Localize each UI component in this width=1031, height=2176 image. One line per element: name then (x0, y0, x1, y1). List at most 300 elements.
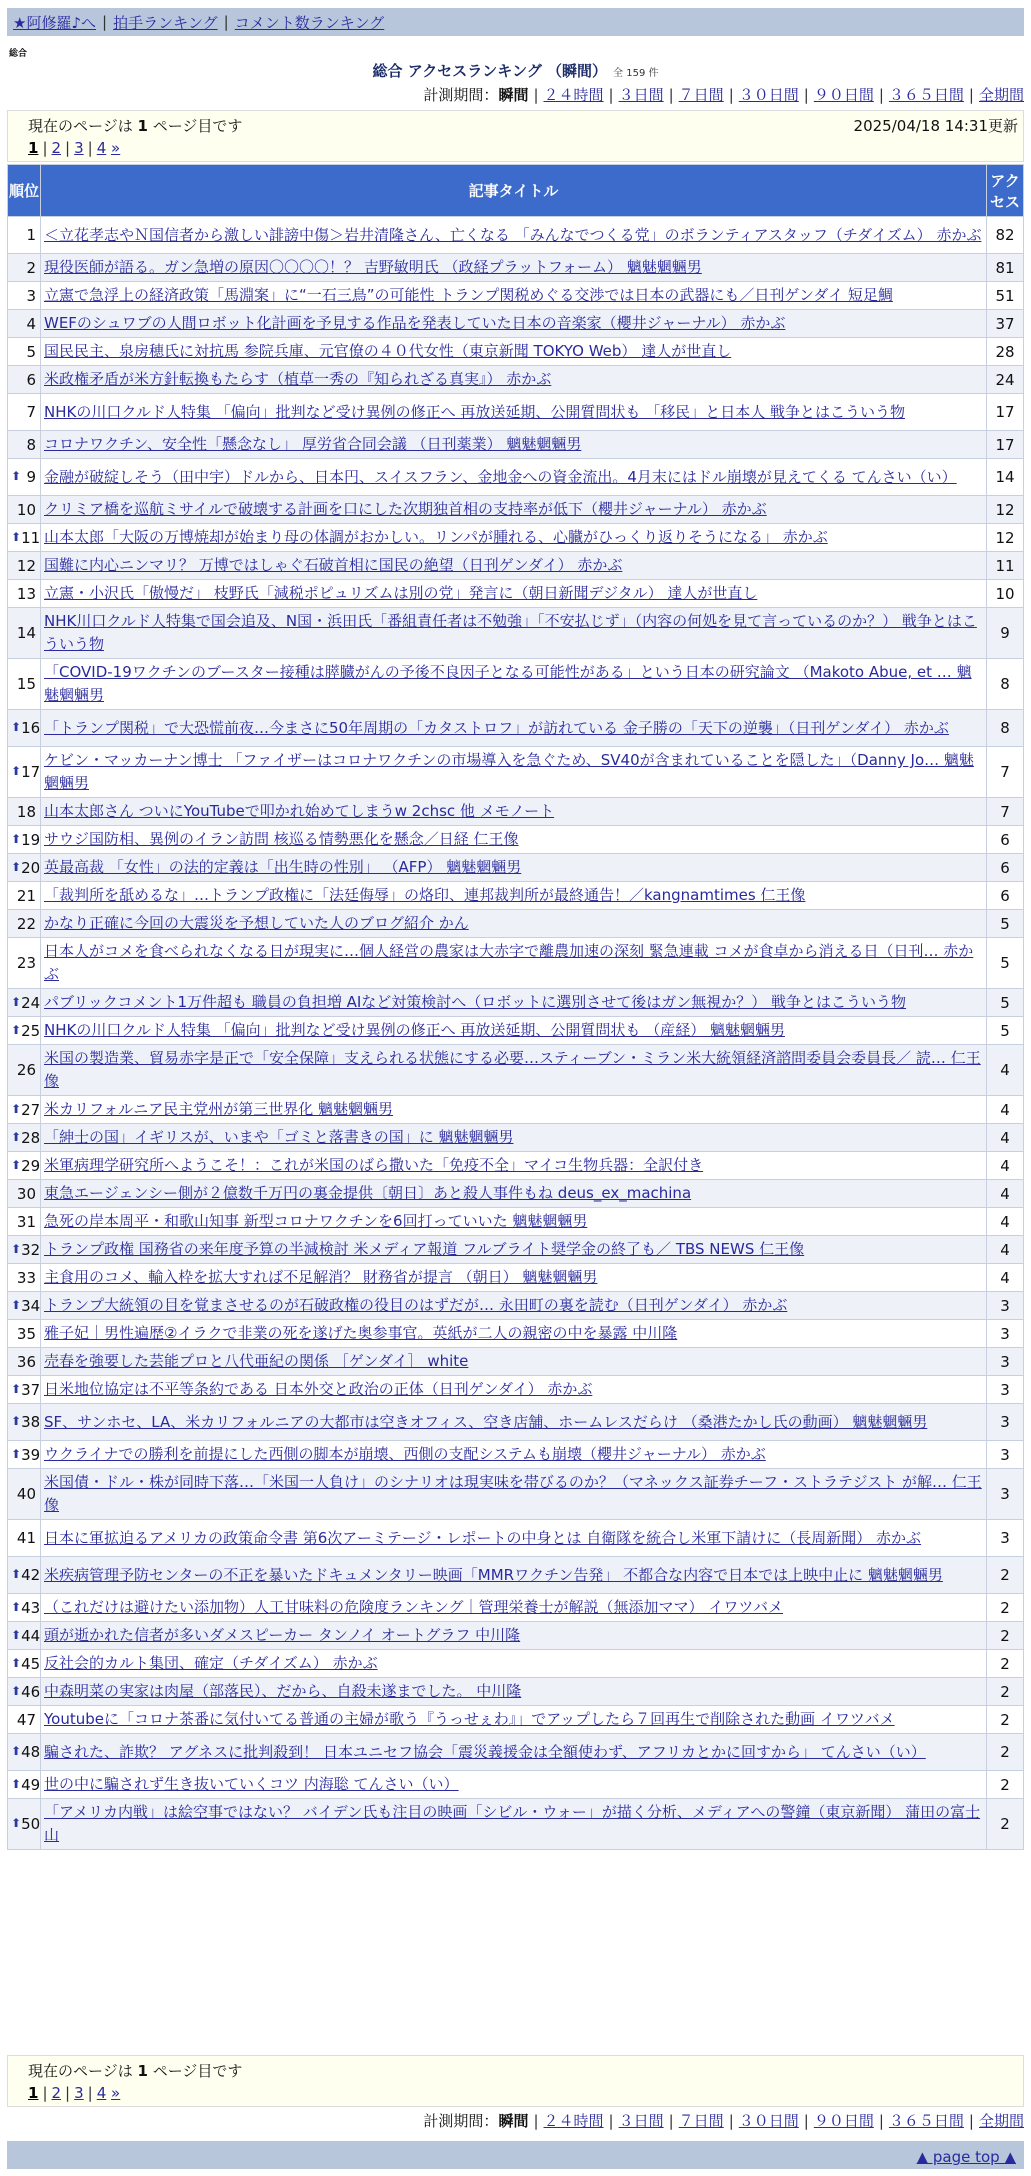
rank-number: 44 (21, 1626, 41, 1645)
article-title-link[interactable]: 現役医師が語る。ガン急増の原因〇〇〇〇！？ 吉野敏明氏 （政経プラットフォーム） 魑魅魍魎男 (44, 258, 702, 276)
table-row (8, 1348, 1024, 1376)
page-link[interactable]: 3 (74, 139, 84, 157)
rank-cell (8, 1264, 41, 1292)
article-title-link[interactable]: 騙された、詐欺？ アグネスに批判殺到！ 日本ユニセフ協会「震災義援金は全額使わず、アフリカとかに回すから」 てんさい（い） (44, 1742, 926, 1761)
article-title-link[interactable]: SF、サンホセ、LA、米カリフォルニアの大都市は空きオフィス、空き店舗、ホームレスだらけ （桑港たかし氏の動画） 魑魅魍魎男 (44, 1412, 928, 1431)
access-count: 3 (987, 1292, 1024, 1320)
rank-number: 43 (21, 1598, 41, 1617)
title-cell (41, 989, 987, 1017)
current-page-prefix: 現在のページは (28, 117, 133, 135)
rank-cell (8, 282, 41, 310)
table-row (8, 1469, 1024, 1520)
table-row (8, 938, 1024, 989)
top-nav (7, 8, 1024, 36)
access-count: 6 (987, 882, 1024, 910)
rank-cell (8, 910, 41, 938)
table-row (8, 282, 1024, 310)
title-cell (41, 1292, 987, 1320)
rank-number: 5 (26, 342, 36, 361)
rank-cell (8, 747, 41, 798)
rank-number: 49 (21, 1775, 41, 1794)
access-count: 6 (987, 854, 1024, 882)
article-title-link[interactable]: 立憲・小沢氏「傲慢だ」 枝野氏「減税ポピュリズムは別の党」発言に（朝日新聞デジタル） 達人が世直し (44, 584, 758, 602)
item-count: 全 159 件 (613, 68, 659, 79)
current-page-number: 1 (137, 2062, 148, 2080)
up-arrow-icon: ⬆ (11, 1101, 22, 1116)
rank-number: 21 (16, 886, 36, 905)
table-row (8, 1799, 1024, 1850)
access-count: 3 (987, 1348, 1024, 1376)
table-row (8, 1678, 1024, 1706)
article-title-link[interactable]: 雅子妃｜男性遍歴②イラクで非業の死を遂げた奥参事官。英紙が二人の親密の中を暴露 中川隆 (44, 1324, 678, 1342)
article-title-link[interactable]: 米国の製造業、貿易赤字是正で「安全保障」支えられる状態にする必要…スティーブン・ミラン米大統領経済諮問委員会委員長／ 読… 仁王像 (44, 1049, 981, 1090)
table-row (8, 552, 1024, 580)
rank-number: 22 (16, 914, 36, 933)
period-separator: | (968, 86, 974, 104)
title-cell (41, 394, 987, 431)
rank-number: 4 (26, 314, 36, 333)
page-separator: | (65, 2084, 71, 2102)
rank-cell (8, 524, 41, 552)
article-title-link[interactable]: サウジ国防相、異例のイラン訪問 核巡る情勢悪化を懸念／日経 仁王像 (44, 830, 519, 848)
article-title-link[interactable]: 「アメリカ内戦」は絵空事ではない？ バイデン氏も注目の映画「シビル・ウォー」が描く分析、メディアへの警鐘（東京新聞） 蒲田の富士山 (44, 1803, 981, 1844)
rank-number: 28 (21, 1128, 41, 1147)
access-count: 5 (987, 1017, 1024, 1045)
article-title-link[interactable]: 「COVID-19ワクチンのブースター接種は膵臓がんの予後不良因子となる可能性がある」という日本の研究論文 （Makoto Abue, et … 魑魅魍魎男 (44, 663, 972, 704)
access-count: 2 (987, 1678, 1024, 1706)
period-link[interactable]: ３日間 (618, 2112, 664, 2130)
rank-cell (8, 310, 41, 338)
article-title-link[interactable]: NHKの川口クルド人特集 「偏向」批判など受け異例の修正へ 再放送延期、公開質問状も 「移民」と日本人 戦争とはこういう物 (44, 402, 905, 421)
article-title-link[interactable]: 中森明菜の実家は肉屋（部落民）、だから、自殺未遂までした。 中川隆 (44, 1682, 522, 1700)
pager-top (7, 110, 1024, 162)
article-title-link[interactable]: NHK川口クルド人特集で国会追及、N国・浜田氏「番組責任者は不勉強」「不安払じず」（内容の何処を見て言っているのか？） 戦争とはこういう物 (44, 612, 977, 653)
page-link[interactable]: 2 (51, 2084, 62, 2102)
up-arrow-icon: ⬆ (11, 764, 22, 778)
rank-cell (8, 798, 41, 826)
rank-cell (8, 1152, 41, 1180)
article-title-link[interactable]: 米軍病理学研究所へようこそ！：これが米国のばら撒いた「免疫不全」マイコ生物兵器：全訳付き (44, 1156, 704, 1174)
period-separator: | (803, 86, 809, 104)
access-count: 9 (987, 608, 1024, 659)
up-arrow-icon: ⬆ (11, 1446, 22, 1461)
up-arrow-icon: ⬆ (11, 859, 22, 874)
rank-cell (8, 1404, 41, 1441)
up-arrow-icon: ⬆ (11, 1414, 22, 1428)
rank-number: 31 (16, 1212, 36, 1231)
access-count: 3 (987, 1404, 1024, 1441)
article-title-link[interactable]: 世の中に騙されず生き抜いていくコツ 内海聡 てんさい（い） (44, 1775, 459, 1793)
access-count: 10 (987, 580, 1024, 608)
period-separator: | (878, 86, 884, 104)
access-count: 3 (987, 1376, 1024, 1404)
page-link[interactable]: 3 (74, 2084, 84, 2102)
next-page-link[interactable]: » (111, 2084, 121, 2102)
table-row (8, 1152, 1024, 1180)
period-separator: | (608, 2112, 614, 2130)
period-separator: | (728, 2112, 734, 2130)
title-cell (41, 747, 987, 798)
access-count: 3 (987, 1320, 1024, 1348)
rank-cell (8, 1208, 41, 1236)
page-top-link[interactable]: ▲ page top ▲ (916, 2148, 1016, 2166)
rank-number: 7 (26, 403, 36, 421)
rank-cell (8, 1045, 41, 1096)
article-title-link[interactable]: トランプ大統領の目を覚まさせるのが石破政権の役目のはずだが… 永田町の裏を読む（日刊ゲンダイ） 赤かぶ (44, 1296, 788, 1314)
access-count: 7 (987, 798, 1024, 826)
access-count: 4 (987, 1124, 1024, 1152)
rank-number: 34 (21, 1296, 41, 1315)
up-arrow-icon: ⬆ (11, 1129, 22, 1144)
period-link[interactable]: ９０日間 (813, 86, 874, 104)
table-row (8, 882, 1024, 910)
rank-number: 10 (16, 500, 36, 519)
title-cell (41, 1622, 987, 1650)
access-count: 14 (987, 459, 1024, 496)
access-count: 4 (987, 1045, 1024, 1096)
title-cell (41, 431, 987, 459)
article-title-link[interactable]: Youtubeに「コロナ茶番に気付いてる普通の主婦が歌う『うっせぇわ』」でアップしたら７回再生で削除された動画 イワツバメ (44, 1710, 895, 1728)
period-separator: | (608, 86, 614, 104)
title-cell (41, 552, 987, 580)
rank-cell (8, 1124, 41, 1152)
rank-cell (8, 1348, 41, 1376)
access-count: 37 (987, 310, 1024, 338)
access-count: 81 (987, 254, 1024, 282)
period-link[interactable]: ３０日間 (738, 2112, 799, 2130)
article-title-link[interactable]: 米政権矛盾が米方針転換もたらす（植草一秀の『知られざる真実』） 赤かぶ (44, 370, 552, 388)
title-cell (41, 1017, 987, 1045)
up-arrow-icon: ⬆ (11, 720, 22, 734)
rank-number: 40 (16, 1485, 36, 1503)
rank-cell (8, 1622, 41, 1650)
rank-cell (8, 1734, 41, 1771)
table-row (8, 394, 1024, 431)
rank-number: 48 (21, 1743, 41, 1761)
title-cell (41, 1594, 987, 1622)
access-count: 5 (987, 910, 1024, 938)
period-link[interactable]: ３６５日間 (888, 2112, 964, 2130)
up-arrow-icon: ⬆ (11, 1157, 22, 1172)
article-title-link[interactable]: 山本太郎「大阪の万博焼却が始まり母の体調がおかしい。リンパが腫れる、心臓がひっくり返りそうになる」 赤かぶ (44, 528, 828, 546)
rank-number: 14 (16, 624, 36, 642)
access-count: 2 (987, 1734, 1024, 1771)
comment-ranking-link[interactable]: コメント数ランキング (234, 13, 385, 32)
up-arrow-icon: ⬆ (11, 1297, 22, 1312)
period-separator: | (803, 2112, 809, 2130)
up-arrow-icon: ⬆ (11, 1744, 22, 1758)
rank-cell (8, 338, 41, 366)
title-cell (41, 524, 987, 552)
rank-number: 25 (21, 1021, 41, 1040)
table-row (8, 710, 1024, 747)
access-count: 2 (987, 1594, 1024, 1622)
table-row (8, 217, 1024, 254)
rank-number: 20 (21, 858, 41, 877)
article-title-link[interactable]: 米国債・ドル・株が同時下落…「米国一人負け」のシナリオは現実味を帯びるのか？（マネックス証券チーフ・ストラテジスト が解… 仁王像 (44, 1473, 982, 1514)
table-row (8, 1622, 1024, 1650)
up-arrow-icon: ⬆ (11, 1381, 22, 1396)
rank-number: 24 (21, 993, 41, 1012)
period-separator: | (968, 2112, 974, 2130)
rank-cell (8, 1017, 41, 1045)
table-row (8, 1017, 1024, 1045)
table-row (8, 854, 1024, 882)
rank-number: 32 (21, 1240, 41, 1259)
current-page-text (28, 115, 242, 136)
page-links (28, 139, 120, 157)
period-link[interactable]: 全期間 (978, 2112, 1024, 2130)
rank-cell (8, 1376, 41, 1404)
table-row (8, 798, 1024, 826)
rank-cell (8, 496, 41, 524)
article-title-link[interactable]: 金融が破綻しそう（田中宇）ドルから、日本円、スイスフラン、金地金への資金流出。4月末にはドル崩壊が見えてくる てんさい（い） (44, 467, 957, 486)
rank-cell (8, 366, 41, 394)
article-title-link[interactable]: パブリックコメント1万件超も 職員の負担増 AIなど対策検討へ（ロボットに選別させて後はガン無視か？） 戦争とはこういう物 (44, 993, 907, 1011)
access-count: 2 (987, 1622, 1024, 1650)
rank-number: 23 (16, 954, 36, 972)
title-cell (41, 1096, 987, 1124)
article-title-link[interactable]: トランプ政権 国務省の来年度予算の半減検討 米メディア報道 フルブライト奨学金の終了も／ TBS NEWS 仁王像 (44, 1240, 805, 1258)
title-cell (41, 1799, 987, 1850)
current-page-suffix: ページ目です (152, 117, 243, 135)
up-arrow-icon: ⬆ (11, 1683, 22, 1698)
current-page-prefix: 現在のページは (28, 2062, 133, 2080)
table-row (8, 1124, 1024, 1152)
page-link[interactable]: 4 (96, 2084, 107, 2102)
title-cell (41, 1124, 987, 1152)
rank-cell (8, 1320, 41, 1348)
article-title-link[interactable]: かなり正確に今回の大震災を予想していた人のブログ紹介 かん (44, 914, 469, 932)
article-title-link[interactable]: 日本に軍拡迫るアメリカの政策命令書 第6次アーミテージ・レポートの中身とは 自衛隊を統合し米軍下請けに（長周新聞） 赤かぶ (44, 1528, 922, 1547)
table-row (8, 1180, 1024, 1208)
rank-number: 15 (16, 675, 36, 693)
access-count: 8 (987, 659, 1024, 710)
article-title-link[interactable]: 米カリフォルニア民主党州が第三世界化 魑魅魍魎男 (44, 1100, 394, 1118)
up-arrow-icon: ⬆ (11, 1816, 22, 1830)
rank-number: 27 (21, 1100, 41, 1119)
article-title-link[interactable]: 日米地位協定は不平等条約である 日本外交と政治の正体（日刊ゲンダイ） 赤かぶ (44, 1380, 593, 1398)
period-link[interactable]: ７日間 (678, 2112, 724, 2130)
period-link[interactable]: 全期間 (978, 86, 1024, 104)
clap-ranking-link[interactable]: 拍手ランキング (113, 13, 218, 32)
period-link[interactable]: ３０日間 (738, 86, 799, 104)
article-title-link[interactable]: 急死の岸本周平・和歌山知事 新型コロナワクチンを6回打っていいた 魑魅魍魎男 (44, 1212, 588, 1230)
article-title-link[interactable]: 反社会的カルト集団、確定（チダイズム） 赤かぶ (44, 1654, 378, 1672)
rank-cell (8, 1180, 41, 1208)
rank-cell (8, 1469, 41, 1520)
article-title-link[interactable]: ウクライナでの勝利を前提にした西側の脚本が崩壊、西側の支配システムも崩壊（櫻井ジャーナル） 赤かぶ (44, 1445, 766, 1463)
rank-cell (8, 580, 41, 608)
access-count: 3 (987, 1441, 1024, 1469)
page-link[interactable]: 4 (96, 139, 107, 157)
rank-number: 1 (26, 226, 36, 244)
access-count: 28 (987, 338, 1024, 366)
period-link[interactable]: ９０日間 (813, 2112, 874, 2130)
title-cell (41, 1771, 987, 1799)
article-title-link[interactable]: 頭が逝かれた信者が多いダメスピーカー タンノイ オートグラフ 中川隆 (44, 1626, 521, 1644)
access-count: 4 (987, 1152, 1024, 1180)
col-title-header: 記事タイトル (41, 165, 987, 217)
access-count: 3 (987, 1520, 1024, 1557)
rank-cell (8, 854, 41, 882)
article-title-link[interactable]: 日本人がコメを食べられなくなる日が現実に…個人経営の農家は大赤字で離農加速の深刻 緊急連載 コメが食卓から消える日（日刊… 赤かぶ (44, 942, 974, 983)
access-count: 6 (987, 826, 1024, 854)
up-arrow-icon: ⬆ (11, 529, 22, 544)
rank-number: 38 (21, 1413, 41, 1431)
rank-cell (8, 608, 41, 659)
rank-number: 12 (16, 556, 36, 575)
access-count: 4 (987, 1208, 1024, 1236)
rank-number: 50 (21, 1815, 41, 1833)
rank-number: 9 (26, 468, 36, 486)
table-row (8, 580, 1024, 608)
access-count: 17 (987, 394, 1024, 431)
page-links (28, 2084, 120, 2102)
article-title-link[interactable]: 売春を強要した芸能プロと八代亜紀の関係 ［ゲンダイ］ white (44, 1352, 469, 1370)
rank-number: 13 (16, 584, 36, 603)
article-title-link[interactable]: 国民民主、泉房穂氏に対抗馬 参院兵庫、元官僚の４０代女性（東京新聞 TOKYO Web） 達人が世直し (44, 342, 732, 360)
article-title-link[interactable]: 「トランプ関税」で大恐慌前夜…今まさに50年周期の「カタストロフ」が訪れている 金子勝の「天下の逆襲」（日刊ゲンダイ） 赤かぶ (44, 718, 949, 737)
title-cell (41, 282, 987, 310)
rank-number: 30 (16, 1184, 36, 1203)
article-title-link[interactable]: 米疾病管理予防センターの不正を暴いたドキュメンタリー映画「MMRワクチン告発」 不都合な内容で日本では上映中止に 魑魅魍魎男 (44, 1565, 943, 1584)
table-row (8, 1557, 1024, 1594)
access-count: 82 (987, 217, 1024, 254)
title-cell (41, 1734, 987, 1771)
footer-bar (7, 2141, 1024, 2169)
rank-number: 3 (26, 286, 36, 305)
rank-cell (8, 1441, 41, 1469)
table-row (8, 1441, 1024, 1469)
article-title-link[interactable]: ＜立花孝志やＮ国信者から激しい誹謗中傷＞岩井清隆さん、亡くなる 「みんなでつくる党」のボランティアスタッフ（チダイズム） 赤かぶ (44, 225, 982, 244)
access-count: 11 (987, 552, 1024, 580)
article-title-link[interactable]: 東急エージェンシー側が２億数千万円の裏金提供〔朝日〕あと殺人事件もね deus_ex_machina (44, 1184, 692, 1202)
table-row (8, 1264, 1024, 1292)
title-cell (41, 659, 987, 710)
table-row (8, 1320, 1024, 1348)
rank-cell (8, 1650, 41, 1678)
period-link[interactable]: ３６５日間 (888, 86, 964, 104)
rank-number: 33 (16, 1268, 36, 1287)
article-title-link[interactable]: WEFのシュワブの人間ロボット化計画を予見する作品を発表していた日本の音楽家（櫻井ジャーナル） 赤かぶ (44, 314, 786, 332)
title-cell (41, 1650, 987, 1678)
rank-cell (8, 1594, 41, 1622)
period-label: 計測期間： (423, 2112, 499, 2130)
rank-cell (8, 1678, 41, 1706)
title-cell (41, 826, 987, 854)
table-row (8, 1706, 1024, 1734)
article-title-link[interactable]: 立憲で急浮上の経済政策「馬淵案」に“一石三鳥”の可能性 トランプ関税めぐる交渉では日本の武器にも／日刊ゲンダイ 短足鯛 (44, 286, 893, 304)
access-count: 3 (987, 1469, 1024, 1520)
period-link[interactable]: ２４時間 (543, 2112, 604, 2130)
article-title-link[interactable]: （これだけは避けたい添加物）人工甘味料の危険度ランキング｜管理栄養士が解説（無添加ママ） イワツバメ (44, 1598, 784, 1616)
rank-cell (8, 394, 41, 431)
article-title-link[interactable]: NHKの川口クルド人特集 「偏向」批判など受け異例の修正へ 再放送延期、公開質問状も （産経） 魑魅魍魎男 (44, 1021, 785, 1039)
period-separator: | (878, 2112, 884, 2130)
page-separator: | (65, 139, 71, 157)
table-row (8, 747, 1024, 798)
rank-cell (8, 1706, 41, 1734)
access-count: 2 (987, 1650, 1024, 1678)
table-row (8, 338, 1024, 366)
title-cell (41, 710, 987, 747)
period-link[interactable]: ７日間 (678, 86, 724, 104)
period-separator: | (668, 2112, 674, 2130)
current-page-suffix: ページ目です (152, 2062, 243, 2080)
access-count: 24 (987, 366, 1024, 394)
article-title-link[interactable]: 主食用のコメ、輸入枠を拡大すれば不足解消？ 財務省が提言 （朝日） 魑魅魍魎男 (44, 1268, 598, 1286)
article-title-link[interactable]: 英最高裁 「女性」の法的定義は「出生時の性別」 （AFP） 魑魅魍魎男 (44, 858, 522, 876)
access-count: 7 (987, 747, 1024, 798)
article-title-link[interactable]: コロナワクチン、安全性「懸念なし」 厚労省合同会議 （日刊薬業） 魑魅魍魎男 (44, 435, 582, 453)
period-link[interactable]: ３日間 (618, 86, 664, 104)
up-arrow-icon: ⬆ (11, 1627, 22, 1642)
table-row (8, 659, 1024, 710)
page-link[interactable]: 1 (28, 139, 39, 157)
rank-number: 17 (21, 763, 41, 781)
title-cell (41, 798, 987, 826)
up-arrow-icon: ⬆ (11, 994, 22, 1009)
table-row (8, 366, 1024, 394)
ranking-table (7, 164, 1024, 1850)
title-cell (41, 254, 987, 282)
article-title-link[interactable]: 「裁判所を舐めるな」…トランプ政権に「法廷侮辱」の烙印、連邦裁判所が最終通告！／kangnamtimes 仁王像 (44, 886, 806, 904)
access-count: 5 (987, 938, 1024, 989)
nav-separator: | (223, 13, 229, 31)
article-title-link[interactable]: 山本太郎さん ついにYouTubeで叩かれ始めてしまうw 2chsc 他 メモノート (44, 802, 555, 820)
home-link[interactable]: ★阿修羅♪へ (13, 13, 97, 32)
next-page-link[interactable]: » (111, 139, 121, 157)
rank-cell (8, 710, 41, 747)
access-count: 2 (987, 1799, 1024, 1850)
title-cell (41, 882, 987, 910)
period-separator: | (728, 86, 734, 104)
title-cell (41, 1404, 987, 1441)
page-separator: | (42, 2084, 48, 2102)
rank-cell (8, 1557, 41, 1594)
table-row (8, 608, 1024, 659)
rank-number: 18 (16, 802, 36, 821)
article-title-link[interactable]: クリミア橋を巡航ミサイルで破壊する計画を口にした次期独首相の支持率が低下（櫻井ジャーナル） 赤かぶ (44, 500, 767, 518)
title-cell (41, 580, 987, 608)
access-count: 2 (987, 1771, 1024, 1799)
rank-number: 46 (21, 1682, 41, 1701)
rank-number: 39 (21, 1445, 41, 1464)
title-cell (41, 938, 987, 989)
article-title-link[interactable]: ケビン・マッカーナン博士 「ファイザーはコロナワクチンの市場導入を急ぐため、SV40が含まれていることを隠した」（Danny Jo… 魑魅魍魎男 (44, 751, 974, 792)
page-link[interactable]: 2 (51, 139, 62, 157)
rank-number: 45 (21, 1654, 41, 1673)
table-row (8, 989, 1024, 1017)
rank-number: 41 (16, 1529, 36, 1547)
up-arrow-icon: ⬆ (11, 1776, 22, 1791)
title-cell (41, 1441, 987, 1469)
article-title-link[interactable]: 「紳士の国」イギリスが、いまや「ゴミと落書きの国」に 魑魅魍魎男 (44, 1128, 514, 1146)
rank-number: 2 (26, 258, 36, 277)
table-row (8, 496, 1024, 524)
rank-cell (8, 1292, 41, 1320)
pager-bottom (7, 2055, 1024, 2107)
table-row (8, 431, 1024, 459)
access-count: 2 (987, 1557, 1024, 1594)
page-separator: | (42, 139, 48, 157)
table-row (8, 1520, 1024, 1557)
table-row (8, 1096, 1024, 1124)
period-link[interactable]: ２４時間 (543, 86, 604, 104)
page-link[interactable]: 1 (28, 2084, 39, 2102)
article-title-link[interactable]: 国難に内心ニンマリ？ 万博ではしゃぐ石破首相に国民の絶望（日刊ゲンダイ） 赤かぶ (44, 556, 623, 574)
